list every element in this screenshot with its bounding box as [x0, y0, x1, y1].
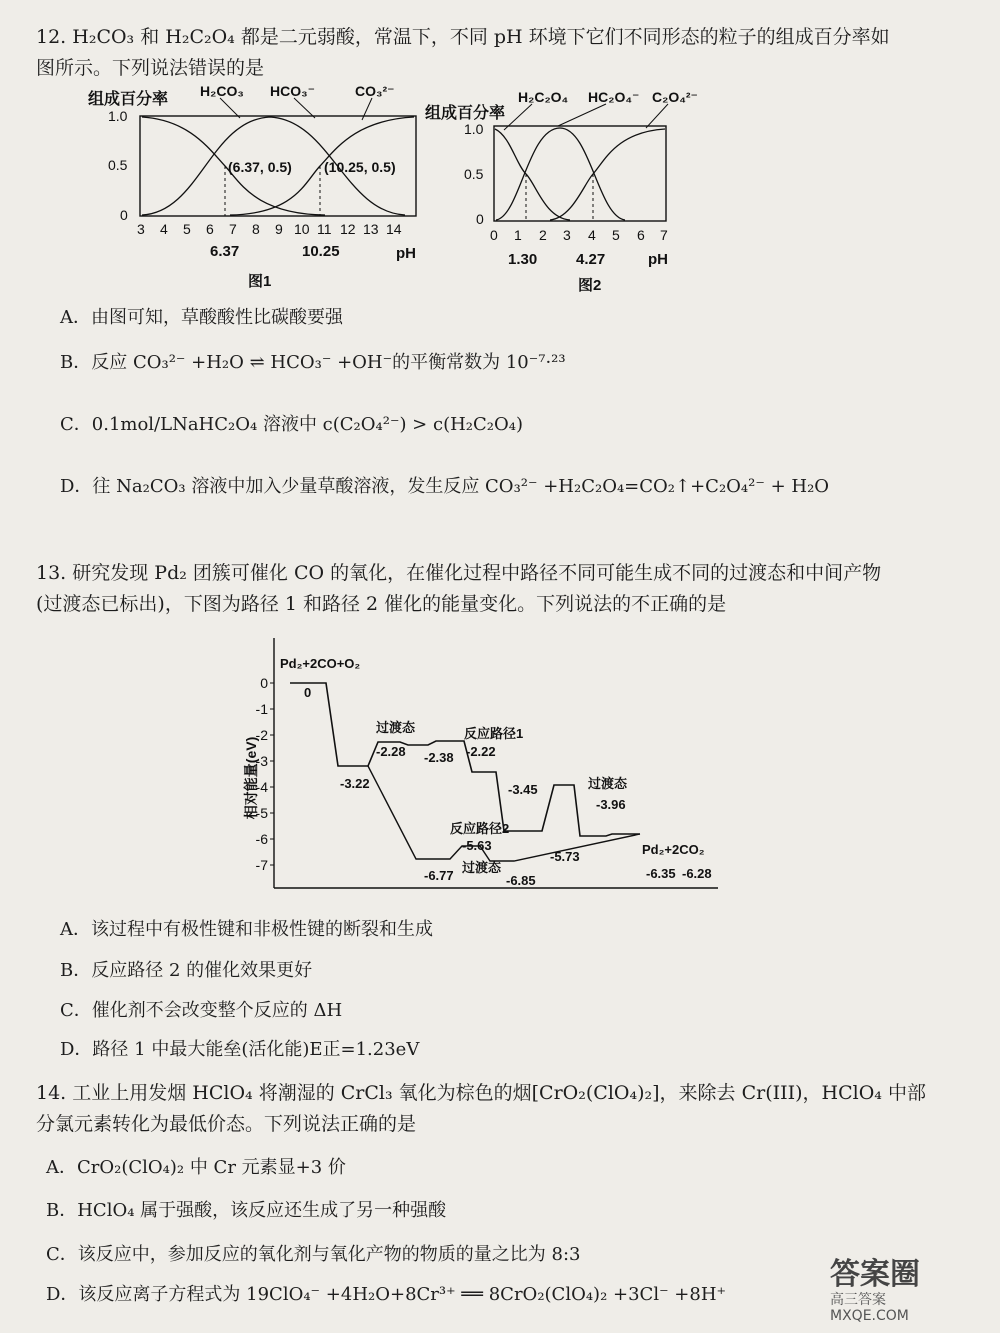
- figure-2: [420, 84, 710, 295]
- fig1-xtick: 12: [340, 221, 356, 237]
- energy-ytick: -5: [255, 805, 268, 821]
- fig2-xtick: 7: [660, 227, 668, 243]
- fig2-curve-c2o4: [550, 129, 665, 220]
- energy-ytick: -6: [255, 831, 268, 847]
- q12-stem-line1: 12. H₂CO₃ 和 H₂C₂O₄ 都是二元弱酸，常温下，不同 pH 环境下它们不同形态的粒子的组成百分率如: [36, 26, 890, 48]
- watermark-site: MXQE.COM: [830, 1308, 909, 1324]
- q14-option-a: A．CrO₂(ClO₄)₂ 中 Cr 元素显+3 价: [46, 1157, 346, 1178]
- fig1-mark-2: 10.25: [302, 243, 340, 260]
- watermark-logo: [830, 1258, 990, 1328]
- fig2-xtick: 2: [539, 227, 547, 243]
- fig2-curve-h2c2o4: [495, 129, 570, 220]
- fig2-species-2: HC₂O₄⁻: [588, 89, 640, 105]
- energy-ytick: -2: [255, 727, 268, 743]
- fig2-xticks: [490, 227, 668, 243]
- fig1-xtick: 9: [275, 221, 283, 237]
- fig2-xtick: 5: [612, 227, 620, 243]
- energy-start-label: Pd₂+2CO+O₂: [280, 656, 361, 671]
- energy-value: -2.28: [376, 744, 406, 759]
- fig2-mark-1: 1.30: [508, 251, 538, 268]
- fig2-xtick: 1: [514, 227, 522, 243]
- fig2-xtick: 0: [490, 227, 498, 243]
- fig2-ytick-05: 0.5: [464, 166, 484, 182]
- fig1-xtick: 5: [183, 221, 191, 237]
- fig1-ytick-05: 0.5: [108, 157, 128, 173]
- fig2-ylabel: 组成百分率: [425, 105, 506, 122]
- energy-ytick: -7: [255, 857, 268, 873]
- q14-stem-line2: 分氯元素转化为最低价态。下列说法正确的是: [36, 1113, 417, 1135]
- fig2-plot-frame: [494, 126, 666, 221]
- energy-ylabel: 相对能量(eV): [243, 736, 259, 820]
- energy-label-ts1: 过渡态: [376, 720, 416, 735]
- fig2-caption: 图2: [578, 277, 602, 294]
- fig1-species-2: HCO₃⁻: [270, 83, 315, 99]
- energy-value: -2.38: [424, 750, 454, 765]
- energy-label-path2: 反应路径2: [450, 821, 510, 836]
- fig1-ytick-0: 0: [120, 207, 128, 223]
- energy-label-ts2: 过渡态: [588, 776, 628, 791]
- fig2-species-3: C₂O₄²⁻: [652, 89, 698, 105]
- q13-option-b: B．反应路径 2 的催化效果更好: [60, 960, 313, 981]
- q14-stem: [36, 1078, 966, 1140]
- fig2-xtick: 6: [637, 227, 645, 243]
- fig1-species-1: H₂CO₃: [200, 83, 244, 99]
- fig1-mark-1: 6.37: [210, 243, 240, 260]
- fig2-mark-2: 4.27: [576, 251, 606, 268]
- fig2-xtick: 3: [563, 227, 571, 243]
- q13-stem: [36, 558, 966, 620]
- fig2-ytick-0: 0: [476, 211, 484, 227]
- q12-option-a: A．由图可知，草酸酸性比碳酸要强: [60, 307, 343, 328]
- energy-value: -3.22: [340, 776, 370, 791]
- energy-value: 0: [304, 685, 312, 700]
- energy-value: -3.96: [596, 797, 626, 812]
- q13-stem-line1: 13. 研究发现 Pd₂ 团簇可催化 CO 的氧化，在催化过程中路径不同可能生成不同的过渡态和中间产物: [36, 562, 882, 584]
- fig1-xtick: 7: [229, 221, 237, 237]
- energy-ytick: -3: [255, 753, 268, 769]
- q13-option-d: D．路径 1 中最大能垒(活化能)E正=1.23eV: [60, 1039, 420, 1060]
- q14-stem-line1: 14. 工业上用发烟 HClO₄ 将潮湿的 CrCl₃ 氧化为棕色的烟[CrO₂(ClO₄)₂]，来除去 Cr(III)，HClO₄ 中部: [36, 1082, 926, 1104]
- watermark-line1: 答案圈: [830, 1257, 920, 1292]
- fig2-curve-hc2o4: [496, 128, 625, 220]
- energy-value: -6.28: [682, 866, 712, 881]
- fig1-xtick: 11: [317, 221, 332, 237]
- fig1-xtick: 8: [252, 221, 260, 237]
- q14-option-b: B．HClO₄ 属于强酸，该反应还生成了另一种强酸: [46, 1200, 447, 1221]
- energy-label-path1: 反应路径1: [464, 726, 524, 741]
- energy-ytick: -1: [255, 701, 268, 717]
- energy-ytick: -4: [255, 779, 268, 795]
- fig1-xtick: 10: [294, 221, 310, 237]
- q12-option-c: C．0.1mol/LNaHC₂O₄ 溶液中 c(C₂O₄²⁻) > c(H₂C₂O₄): [60, 414, 523, 435]
- fig1-ytick-1: 1.0: [108, 108, 128, 124]
- fig1-xticks: [137, 221, 402, 237]
- energy-value: -6.85: [506, 873, 536, 888]
- q12-stem: [36, 22, 966, 84]
- fig1-xtick: 4: [160, 221, 168, 237]
- fig2-xlabel: pH: [648, 251, 668, 268]
- figure-1: [80, 80, 440, 295]
- energy-value: -6.35: [646, 866, 676, 881]
- energy-values: [304, 685, 712, 888]
- q12-option-b: B．反应 CO₃²⁻ +H₂O ⇌ HCO₃⁻ +OH⁻的平衡常数为 10⁻⁷·²³: [60, 352, 566, 373]
- fig1-xtick: 14: [386, 221, 402, 237]
- fig2-xtick: 4: [588, 227, 596, 243]
- energy-value: -6.77: [424, 868, 454, 883]
- energy-diagram: [228, 628, 728, 898]
- q13-option-a: A．该过程中有极性键和非极性键的断裂和生成: [60, 919, 433, 940]
- fig2-ytick-1: 1.0: [464, 121, 484, 137]
- q13-stem-line2: (过渡态已标出)，下图为路径 1 和路径 2 催化的能量变化。下列说法的不正确的是: [36, 593, 727, 615]
- fig1-xtick: 6: [206, 221, 214, 237]
- fig1-xtick: 3: [137, 221, 145, 237]
- fig1-species-3: CO₃²⁻: [355, 83, 395, 99]
- fig2-species-1: H₂C₂O₄: [518, 89, 569, 105]
- energy-value: -5.63: [462, 838, 492, 853]
- q12-option-d: D．往 Na₂CO₃ 溶液中加入少量草酸溶液，发生反应 CO₃²⁻ +H₂C₂O₄=CO₂↑+C₂O₄²⁻ + H₂O: [60, 476, 830, 497]
- energy-label-ts3: 过渡态: [462, 860, 502, 875]
- fig1-point-2: (10.25, 0.5): [324, 159, 396, 175]
- watermark-line2: 高三答案: [830, 1292, 886, 1308]
- path1-line: [290, 683, 640, 836]
- energy-value: -5.73: [550, 849, 580, 864]
- energy-ytick: 0: [260, 675, 268, 691]
- fig1-xtick: 13: [363, 221, 379, 237]
- energy-value: -3.45: [508, 782, 538, 797]
- fig1-xlabel: pH: [396, 245, 416, 262]
- q12-stem-line2: 图所示。下列说法错误的是: [36, 57, 265, 79]
- fig1-point-1: (6.37, 0.5): [228, 159, 292, 175]
- q13-option-c: C．催化剂不会改变整个反应的 ΔH: [60, 1000, 343, 1021]
- energy-end-label: Pd₂+2CO₂: [642, 842, 705, 857]
- fig1-caption: 图1: [248, 273, 272, 290]
- energy-value: -2.22: [466, 744, 496, 759]
- q14-option-c: C．该反应中，参加反应的氧化剂与氧化产物的物质的量之比为 8:3: [46, 1244, 581, 1265]
- fig1-ylabel: 组成百分率: [88, 91, 169, 108]
- q14-option-d: D．该反应离子方程式为 19ClO₄⁻ +4H₂O+8Cr³⁺ ══ 8CrO₂(ClO₄)₂ +3Cl⁻ +8H⁺: [46, 1284, 727, 1305]
